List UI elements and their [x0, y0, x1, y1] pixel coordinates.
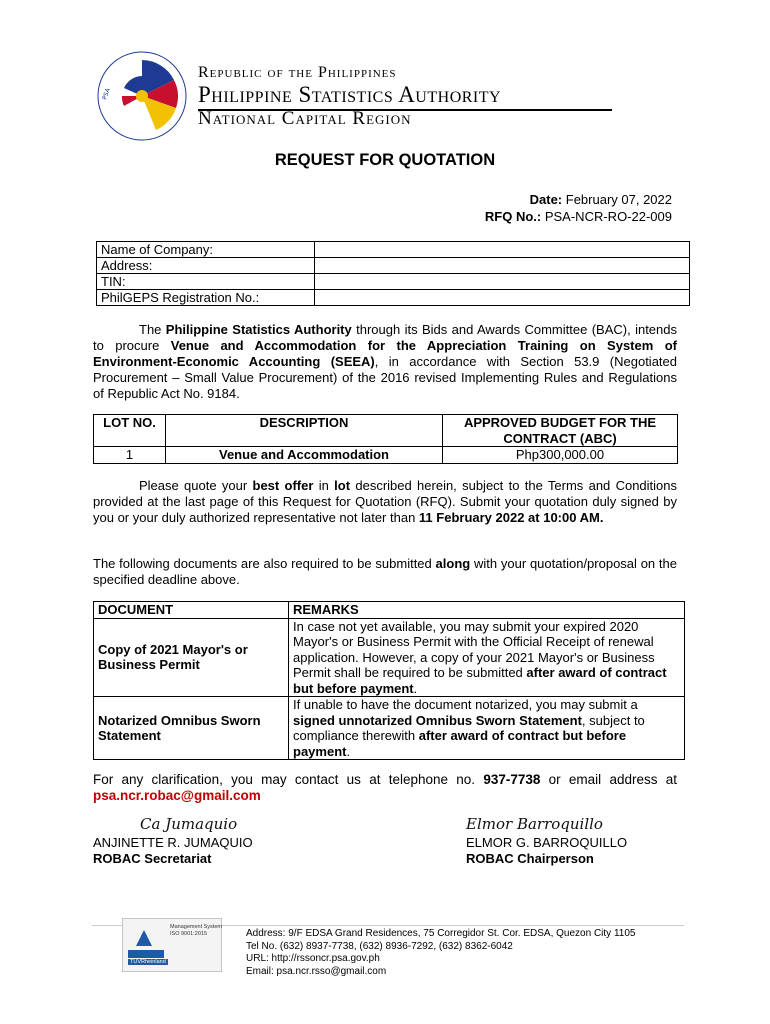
documents-table — [93, 601, 685, 760]
philgeps-field[interactable] — [315, 290, 690, 306]
description-cell: Venue and Accommodation — [166, 447, 443, 464]
remark-text: If unable to have the document notarized, you may submit a — [293, 697, 638, 712]
tuv-certification-badge — [122, 918, 222, 972]
remarks-omnibus — [289, 697, 685, 760]
footer-contact — [246, 928, 635, 978]
remark-text: In case not yet available, you may submit your expired 2020 Mayor's or Business Permit with the Official Receipt of renewal application. However, a copy of your 2021 Mayor's or Business Permit shall be required to be submitted — [293, 618, 655, 680]
quote-deadline: 11 February 2022 at 10:00 AM. — [418, 510, 604, 525]
remarks-header: REMARKS — [289, 602, 685, 619]
footer-email[interactable]: Email: psa.ncr.rsso@gmail.com — [246, 965, 387, 977]
lot-no-header: LOT NO. — [94, 415, 166, 447]
header-region: National Capital Region — [198, 108, 412, 129]
table-row — [94, 447, 678, 464]
tin-field[interactable] — [315, 274, 690, 290]
remark-bold: after award of contract but before payment — [293, 665, 667, 696]
badge-line-2: ISO 9001:2015 — [170, 930, 208, 937]
rfq-line — [485, 209, 672, 224]
remark-bold: after award of contract but before payment — [293, 728, 627, 759]
description-header: DESCRIPTION — [166, 415, 443, 447]
header-republic: Republic of the Philippines — [198, 64, 397, 81]
document-title: REQUEST FOR QUOTATION — [274, 151, 496, 169]
docs-text-1: The following documents are also required to be submitted — [93, 556, 436, 571]
quote-text-3: described herein, subject to the Terms and Conditions provided at the last page of this Request for Quotation (RFQ). Submit your quotation duly signed by you or your duly authorized representative not later than — [93, 478, 678, 525]
intro-text-1: The — [139, 322, 166, 337]
quote-text-1: Please quote your — [139, 478, 253, 493]
quote-bold-2: lot — [334, 478, 351, 493]
tin-label: TIN: — [97, 274, 315, 290]
remarks-mayors-permit — [289, 618, 685, 697]
clarification-paragraph — [93, 772, 677, 804]
signatory-role-2: ROBAC Chairperson — [466, 851, 594, 866]
quote-text-2: in — [313, 478, 335, 493]
date-value: February 07, 2022 — [565, 192, 672, 207]
clar-text-1: For any clarification, you may contact us at telephone no. — [93, 772, 484, 787]
intro-text-2: through its Bids and Awards Committee (BAC), intends to procure — [93, 322, 677, 353]
address-field[interactable] — [315, 258, 690, 274]
remark-bold: signed unnotarized Omnibus Sworn Statement — [293, 712, 582, 728]
docs-text-2: with your quotation/proposal on the specified deadline above. — [93, 556, 677, 587]
footer-tel: Tel No. (632) 8937-7738, (632) 8936-7292, (632) 8362-6042 — [246, 940, 513, 952]
telephone-number: 937-7738 — [483, 772, 541, 787]
footer-address: Address: 9/F EDSA Grand Residences, 75 Corregidor St. Cor. EDSA, Quezon City 1105 — [246, 928, 636, 939]
rfq-value: PSA-NCR-RO-22-009 — [544, 209, 672, 224]
signatory-role-1: ROBAC Secretariat — [93, 851, 212, 866]
clar-text-2: or email address at — [540, 772, 677, 787]
document-header: DOCUMENT — [94, 602, 289, 619]
abc-header: APPROVED BUDGET FOR THE CONTRACT (ABC) — [443, 415, 678, 447]
badge-text — [170, 924, 222, 937]
date-label: Date: — [529, 192, 563, 207]
rfq-label: RFQ No.: — [484, 209, 542, 224]
intro-text-3: , in accordance with Section 53.9 (Negotiated Procurement – Small Value Procurement) of the 2016 revised Implementing Rules and Regulations of Republic Act No. 9184. — [93, 354, 677, 401]
email-link[interactable]: psa.ncr.robac@gmail.com — [93, 788, 261, 803]
company-name-label: Name of Company: — [97, 242, 315, 258]
signature-jumaquio: Ca Jumaquio — [140, 815, 238, 833]
documents-paragraph — [93, 556, 677, 588]
table-row — [94, 618, 685, 697]
signatory-name-1: ANJINETTE R. JUMAQUIO — [93, 835, 253, 850]
docs-bold: along — [435, 556, 471, 571]
lot-no-cell: 1 — [94, 447, 166, 464]
psa-seal-logo — [96, 50, 188, 142]
company-info-table — [96, 241, 690, 306]
signatory-name-2: ELMOR G. BARROQUILLO — [466, 835, 628, 850]
doc-omnibus: Notarized Omnibus Sworn Statement — [94, 697, 289, 760]
table-row — [94, 697, 685, 760]
address-label: Address: — [97, 258, 315, 274]
abc-cell: Php300,000.00 — [443, 447, 678, 464]
date-line — [530, 192, 672, 207]
footer-url[interactable]: URL: http://rssoncr.psa.gov.ph — [246, 953, 380, 964]
intro-project: Venue and Accommodation for the Appreciation Training on System of Environment-Economic Accounting (SEEA) — [93, 338, 677, 369]
svg-text:PSA: PSA — [101, 87, 112, 101]
remark-text: . — [346, 743, 351, 759]
badge-brand: TÜVRheinland — [130, 959, 166, 965]
quote-paragraph — [93, 478, 677, 526]
lot-table — [93, 414, 678, 464]
remark-text: . — [413, 680, 418, 696]
signature-barroquillo: Elmor Barroquillo — [466, 815, 603, 833]
doc-mayors-permit: Copy of 2021 Mayor's or Business Permit — [94, 618, 289, 697]
quote-bold-1: best offer — [252, 478, 314, 493]
header-agency: Philippine Statistics Authority — [198, 82, 502, 107]
badge-line-1: Management System — [170, 924, 222, 930]
intro-agency: Philippine Statistics Authority — [165, 322, 352, 337]
remark-text: , subject to compliance therewith — [293, 712, 645, 743]
philgeps-label: PhilGEPS Registration No.: — [97, 290, 315, 306]
intro-paragraph — [93, 322, 677, 402]
company-name-field[interactable] — [315, 242, 690, 258]
